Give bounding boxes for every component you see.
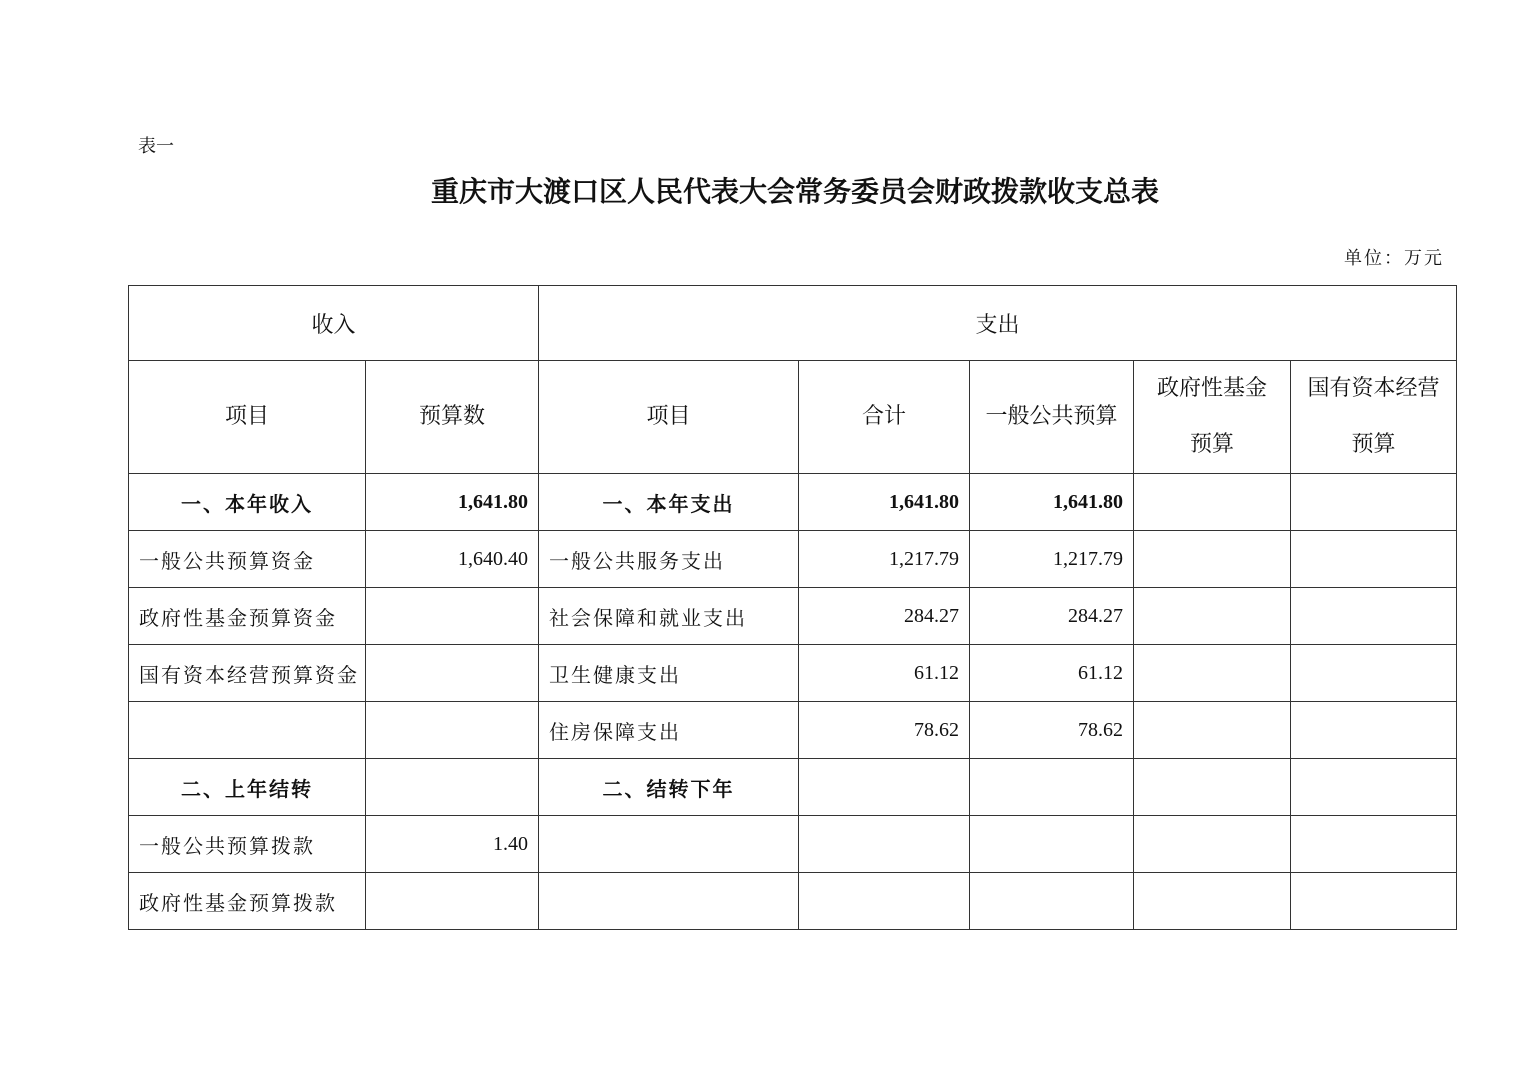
general-budget-cell: 61.12	[970, 645, 1134, 702]
income-budget-cell	[366, 702, 539, 759]
income-budget-cell: 1,640.40	[366, 531, 539, 588]
capital-budget-cell	[1291, 759, 1457, 816]
table-row	[129, 645, 1457, 702]
income-item-cell: 国有资本经营预算资金	[129, 645, 366, 702]
fund-budget-cell	[1134, 873, 1291, 930]
expense-item-cell	[539, 816, 799, 873]
income-budget-cell	[366, 645, 539, 702]
fund-budget-cell	[1134, 531, 1291, 588]
income-budget-cell: 1.40	[366, 816, 539, 873]
income-header: 收入	[129, 286, 539, 361]
general-budget-cell	[970, 873, 1134, 930]
income-budget-cell	[366, 873, 539, 930]
capital-budget-cell	[1291, 474, 1457, 531]
expense-item-cell: 卫生健康支出	[539, 645, 799, 702]
table-row	[129, 588, 1457, 645]
table-row	[129, 873, 1457, 930]
col-total: 合计	[799, 361, 970, 474]
table-label: 表一	[138, 136, 174, 157]
capital-budget-cell	[1291, 873, 1457, 930]
general-budget-cell	[970, 759, 1134, 816]
table-row	[129, 759, 1457, 816]
capital-budget-cell	[1291, 816, 1457, 873]
fund-budget-cell	[1134, 645, 1291, 702]
total-cell: 1,217.79	[799, 531, 970, 588]
table-row	[129, 702, 1457, 759]
col-general-budget: 一般公共预算	[970, 361, 1134, 474]
header-row-group	[129, 286, 1457, 361]
budget-summary-table	[128, 285, 1457, 930]
income-budget-cell: 1,641.80	[366, 474, 539, 531]
general-budget-cell: 78.62	[970, 702, 1134, 759]
fund-budget-cell	[1134, 816, 1291, 873]
fund-budget-cell	[1134, 759, 1291, 816]
col-fund-budget: 政府性基金预算	[1134, 361, 1291, 474]
col-state-capital-budget: 国有资本经营预算	[1291, 361, 1457, 474]
capital-budget-cell	[1291, 531, 1457, 588]
income-item-cell: 二、上年结转	[129, 759, 366, 816]
header-row-columns	[129, 361, 1457, 474]
col-income-item: 项目	[129, 361, 366, 474]
fund-budget-cell	[1134, 474, 1291, 531]
fund-budget-cell	[1134, 588, 1291, 645]
expense-item-cell: 一、本年支出	[539, 474, 799, 531]
total-cell	[799, 759, 970, 816]
expense-item-cell: 住房保障支出	[539, 702, 799, 759]
page-title: 重庆市大渡口区人民代表大会常务委员会财政拨款收支总表	[430, 175, 1159, 208]
expense-item-cell: 一般公共服务支出	[539, 531, 799, 588]
general-budget-cell: 284.27	[970, 588, 1134, 645]
col-income-budget: 预算数	[366, 361, 539, 474]
table-row	[129, 816, 1457, 873]
expense-item-cell: 社会保障和就业支出	[539, 588, 799, 645]
capital-budget-cell	[1291, 588, 1457, 645]
general-budget-cell: 1,641.80	[970, 474, 1134, 531]
capital-budget-cell	[1291, 645, 1457, 702]
capital-budget-cell	[1291, 702, 1457, 759]
expense-item-cell: 二、结转下年	[539, 759, 799, 816]
expense-item-cell	[539, 873, 799, 930]
total-cell: 284.27	[799, 588, 970, 645]
table-row	[129, 531, 1457, 588]
general-budget-cell	[970, 816, 1134, 873]
table-row	[129, 474, 1457, 531]
income-item-cell: 一般公共预算资金	[129, 531, 366, 588]
income-item-cell: 政府性基金预算资金	[129, 588, 366, 645]
total-cell: 61.12	[799, 645, 970, 702]
fund-budget-cell	[1134, 702, 1291, 759]
total-cell	[799, 873, 970, 930]
income-item-cell: 一般公共预算拨款	[129, 816, 366, 873]
total-cell: 78.62	[799, 702, 970, 759]
income-item-cell: 政府性基金预算拨款	[129, 873, 366, 930]
expense-header: 支出	[539, 286, 1457, 361]
general-budget-cell: 1,217.79	[970, 531, 1134, 588]
total-cell	[799, 816, 970, 873]
total-cell: 1,641.80	[799, 474, 970, 531]
income-item-cell: 一、本年收入	[129, 474, 366, 531]
income-budget-cell	[366, 759, 539, 816]
col-expense-item: 项目	[539, 361, 799, 474]
income-item-cell	[129, 702, 366, 759]
income-budget-cell	[366, 588, 539, 645]
unit-label: 单位：万元	[1344, 248, 1444, 269]
